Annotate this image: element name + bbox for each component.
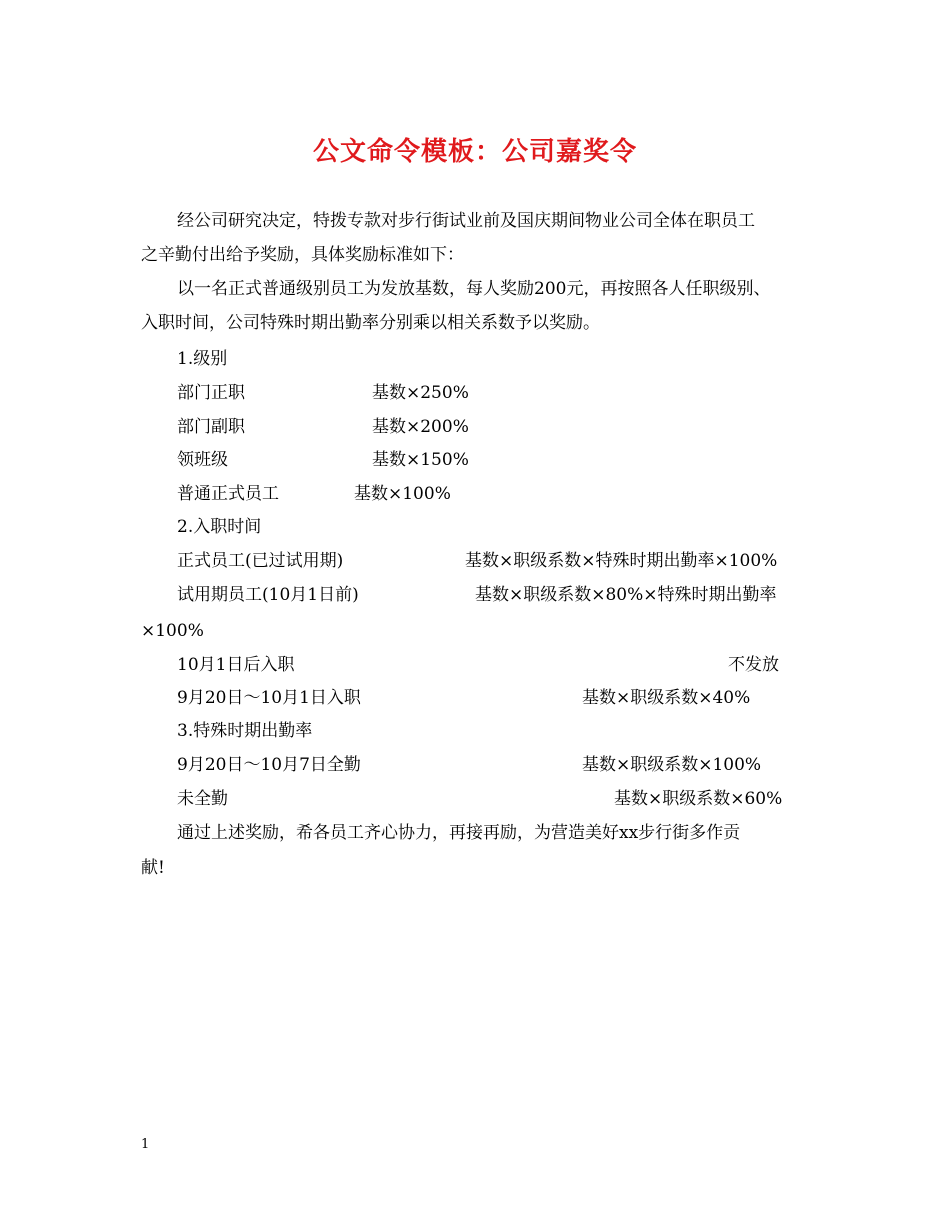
section-heading-tenure: 2.入职时间 <box>177 517 262 537</box>
closing-line-2: 献! <box>141 858 165 878</box>
intro-line-1: 经公司研究决定，特拨专款对步行街试业前及国庆期间物业公司全体在职员工 <box>177 211 755 231</box>
level-row-value: 基数×200% <box>372 417 469 437</box>
tenure-row-label: 9月20日～10月1日入职 <box>177 688 361 708</box>
level-row-value: 基数×150% <box>372 450 469 470</box>
document-title: 公文命令模板：公司嘉奖令 <box>312 137 637 167</box>
tenure-row-value: 不发放 <box>728 655 779 675</box>
section-heading-attendance: 3.特殊时期出勤率 <box>177 721 313 741</box>
level-row-label: 普通正式员工 <box>177 484 279 504</box>
intro-line-4: 入职时间，公司特殊时期出勤率分别乘以相关系数予以奖励。 <box>141 313 600 333</box>
tenure-row-value: 基数×职级系数×80%×特殊时期出勤率 <box>475 585 777 605</box>
level-row-label: 部门正职 <box>177 383 245 403</box>
section-heading-level: 1.级别 <box>177 349 228 369</box>
tenure-row-label: 10月1日后入职 <box>177 655 295 675</box>
intro-line-2: 之辛勤付出给予奖励，具体奖励标准如下： <box>141 245 464 265</box>
attendance-row-label: 9月20日～10月7日全勤 <box>177 755 361 775</box>
attendance-row-value: 基数×职级系数×60% <box>614 789 783 809</box>
tenure-row-label: 正式员工(已过试用期) <box>177 551 344 571</box>
attendance-row-label: 未全勤 <box>177 789 228 809</box>
tenure-row-value: 基数×职级系数×40% <box>582 688 751 708</box>
page-number: 1 <box>141 1137 150 1152</box>
attendance-row-value: 基数×职级系数×100% <box>582 755 762 775</box>
tenure-row-value: 基数×职级系数×特殊时期出勤率×100% <box>465 551 778 571</box>
tenure-row-value-wrap: ×100% <box>141 621 204 641</box>
intro-line-3: 以一名正式普通级别员工为发放基数，每人奖励200元，再按照各人任职级别、 <box>177 279 771 299</box>
closing-line-1: 通过上述奖励，希各员工齐心协力，再接再励，为营造美好xx步行街多作贡 <box>177 823 741 843</box>
level-row-value: 基数×100% <box>354 484 451 504</box>
level-row-label: 领班级 <box>177 450 228 470</box>
level-row-label: 部门副职 <box>177 417 245 437</box>
level-row-value: 基数×250% <box>372 383 469 403</box>
tenure-row-label: 试用期员工(10月1日前) <box>177 585 359 605</box>
